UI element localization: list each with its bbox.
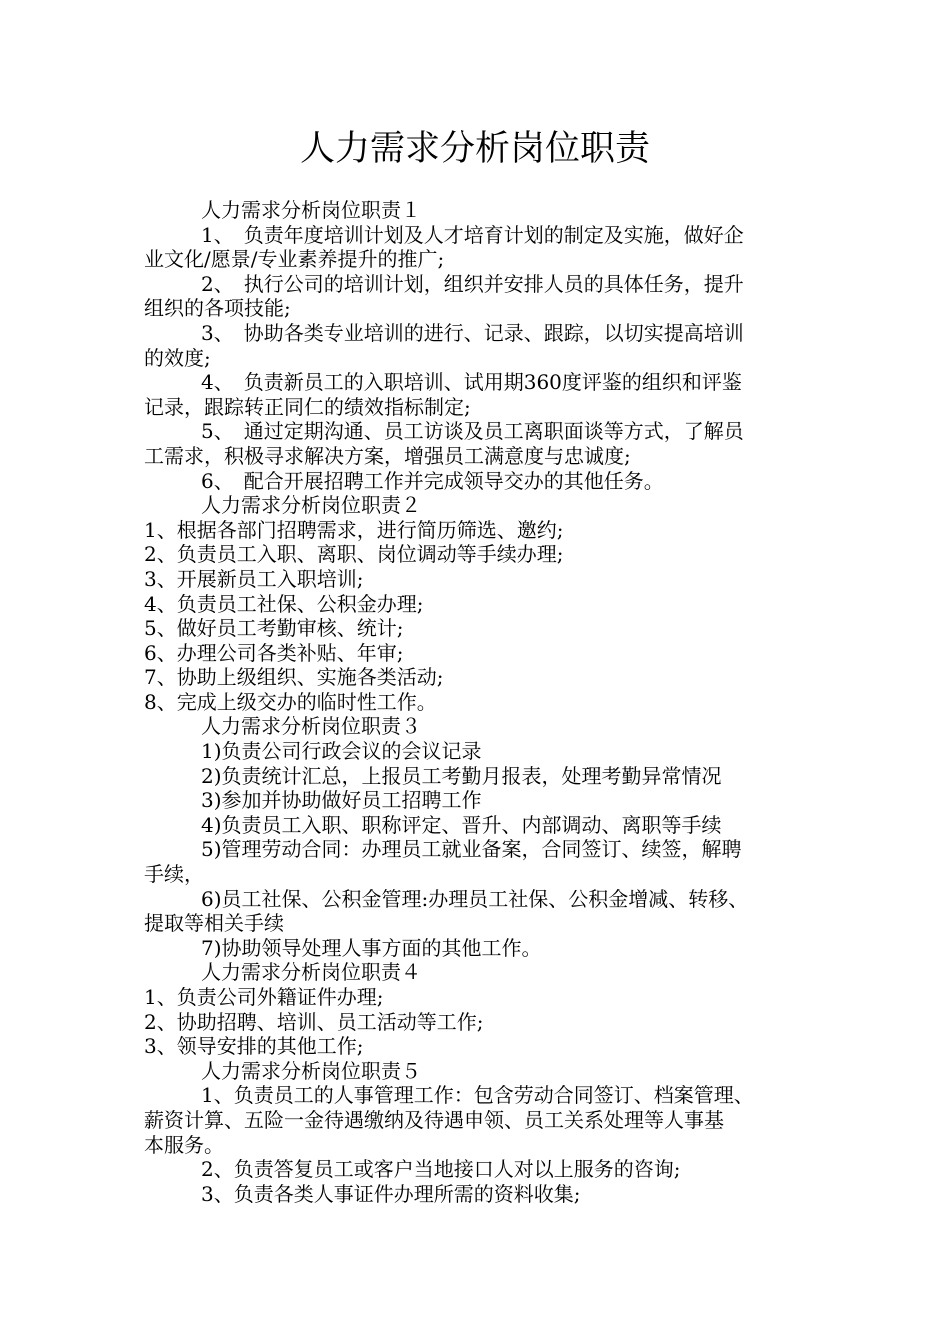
text-line: 人力需求分析岗位职责１ [201,198,421,222]
text-line: 人力需求分析岗位职责４ [201,960,421,985]
text-line: 记录，跟踪转正同仁的绩效指标制定; [144,394,471,419]
text-line: 6、 配合开展招聘工作并完成领导交办的其他任务。 [201,468,664,493]
text-line: 2、 执行公司的培训计划，组织并安排人员的具体任务，提升 [201,271,744,296]
text-line: 5、 通过定期沟通、员工访谈及员工离职面谈等方式，了解员 [201,419,744,444]
text-line: 5、做好员工考勤审核、统计; [144,616,404,641]
text-line: 人力需求分析岗位职责３ [201,714,421,739]
text-line: 1、根据各部门招聘需求，进行简历筛选、邀约; [144,517,564,542]
text-line: 人力需求分析岗位职责５ [201,1058,421,1083]
text-line: 2)负责统计汇总，上报员工考勤月报表，处理考勤异常情况 [201,763,722,788]
text-line: 2、负责员工入职、离职、岗位调动等手续办理; [144,542,564,567]
text-line: 3、领导安排的其他工作; [144,1034,364,1059]
text-line: 6、办理公司各类补贴、年审; [144,640,404,665]
text-line: 薪资计算、五险一金待遇缴纳及待遇申领、员工关系处理等人事基 [144,1107,724,1132]
text-line: 人力需求分析岗位职责２ [201,493,421,518]
page-title: 人力需求分析岗位职责 [299,129,650,169]
text-line: 2、负责答复员工或客户当地接口人对以上服务的咨询; [201,1157,681,1182]
text-line: 3、负责各类人事证件办理所需的资料收集; [201,1181,581,1206]
text-line: 1、 负责年度培训计划及人才培育计划的制定及实施，做好企 [201,222,744,247]
text-line: 组织的各项技能; [144,296,291,321]
text-line: 1、负责公司外籍证件办理; [144,985,384,1009]
text-line: 3、开展新员工入职培训; [144,566,364,591]
text-line: 7)协助领导处理人事方面的其他工作。 [201,935,542,960]
document-body [144,198,812,1206]
text-line: 7、协助上级组织、实施各类活动; [144,665,444,690]
text-line: 工需求，积极寻求解决方案，增强员工满意度与忠诚度; [144,443,631,468]
text-line: 8、完成上级交办的临时性工作。 [144,689,437,714]
text-line: 4)负责员工入职、职称评定、晋升、内部调动、离职等手续 [201,812,722,837]
text-line: 1、负责员工的人事管理工作：包含劳动合同签订、档案管理、 [201,1083,754,1108]
text-line: 业文化/愿景/专业素养提升的推广; [144,247,445,272]
text-line: 2、协助招聘、培训、员工活动等工作; [144,1009,484,1034]
text-line: 3)参加并协助做好员工招聘工作 [201,788,482,813]
text-line: 4、负责员工社保、公积金办理; [144,591,424,616]
text-line: 3、 协助各类专业培训的进行、记录、跟踪，以切实提高培训 [201,320,744,345]
text-line: 4、 负责新员工的入职培训、试用期360度评鉴的组织和评鉴 [201,370,742,395]
text-line: 1)负责公司行政会议的会议记录 [201,739,482,764]
text-line: 5)管理劳动合同：办理员工就业备案，合同签订、续签，解聘 [201,837,742,862]
text-line: 手续， [144,862,204,887]
text-line: 提取等相关手续 [144,911,284,936]
text-line: 本服务。 [144,1132,224,1157]
text-line: 的效度; [144,345,211,370]
text-line: 6)员工社保、公积金管理:办理员工社保、公积金增减、转移、 [201,886,749,911]
